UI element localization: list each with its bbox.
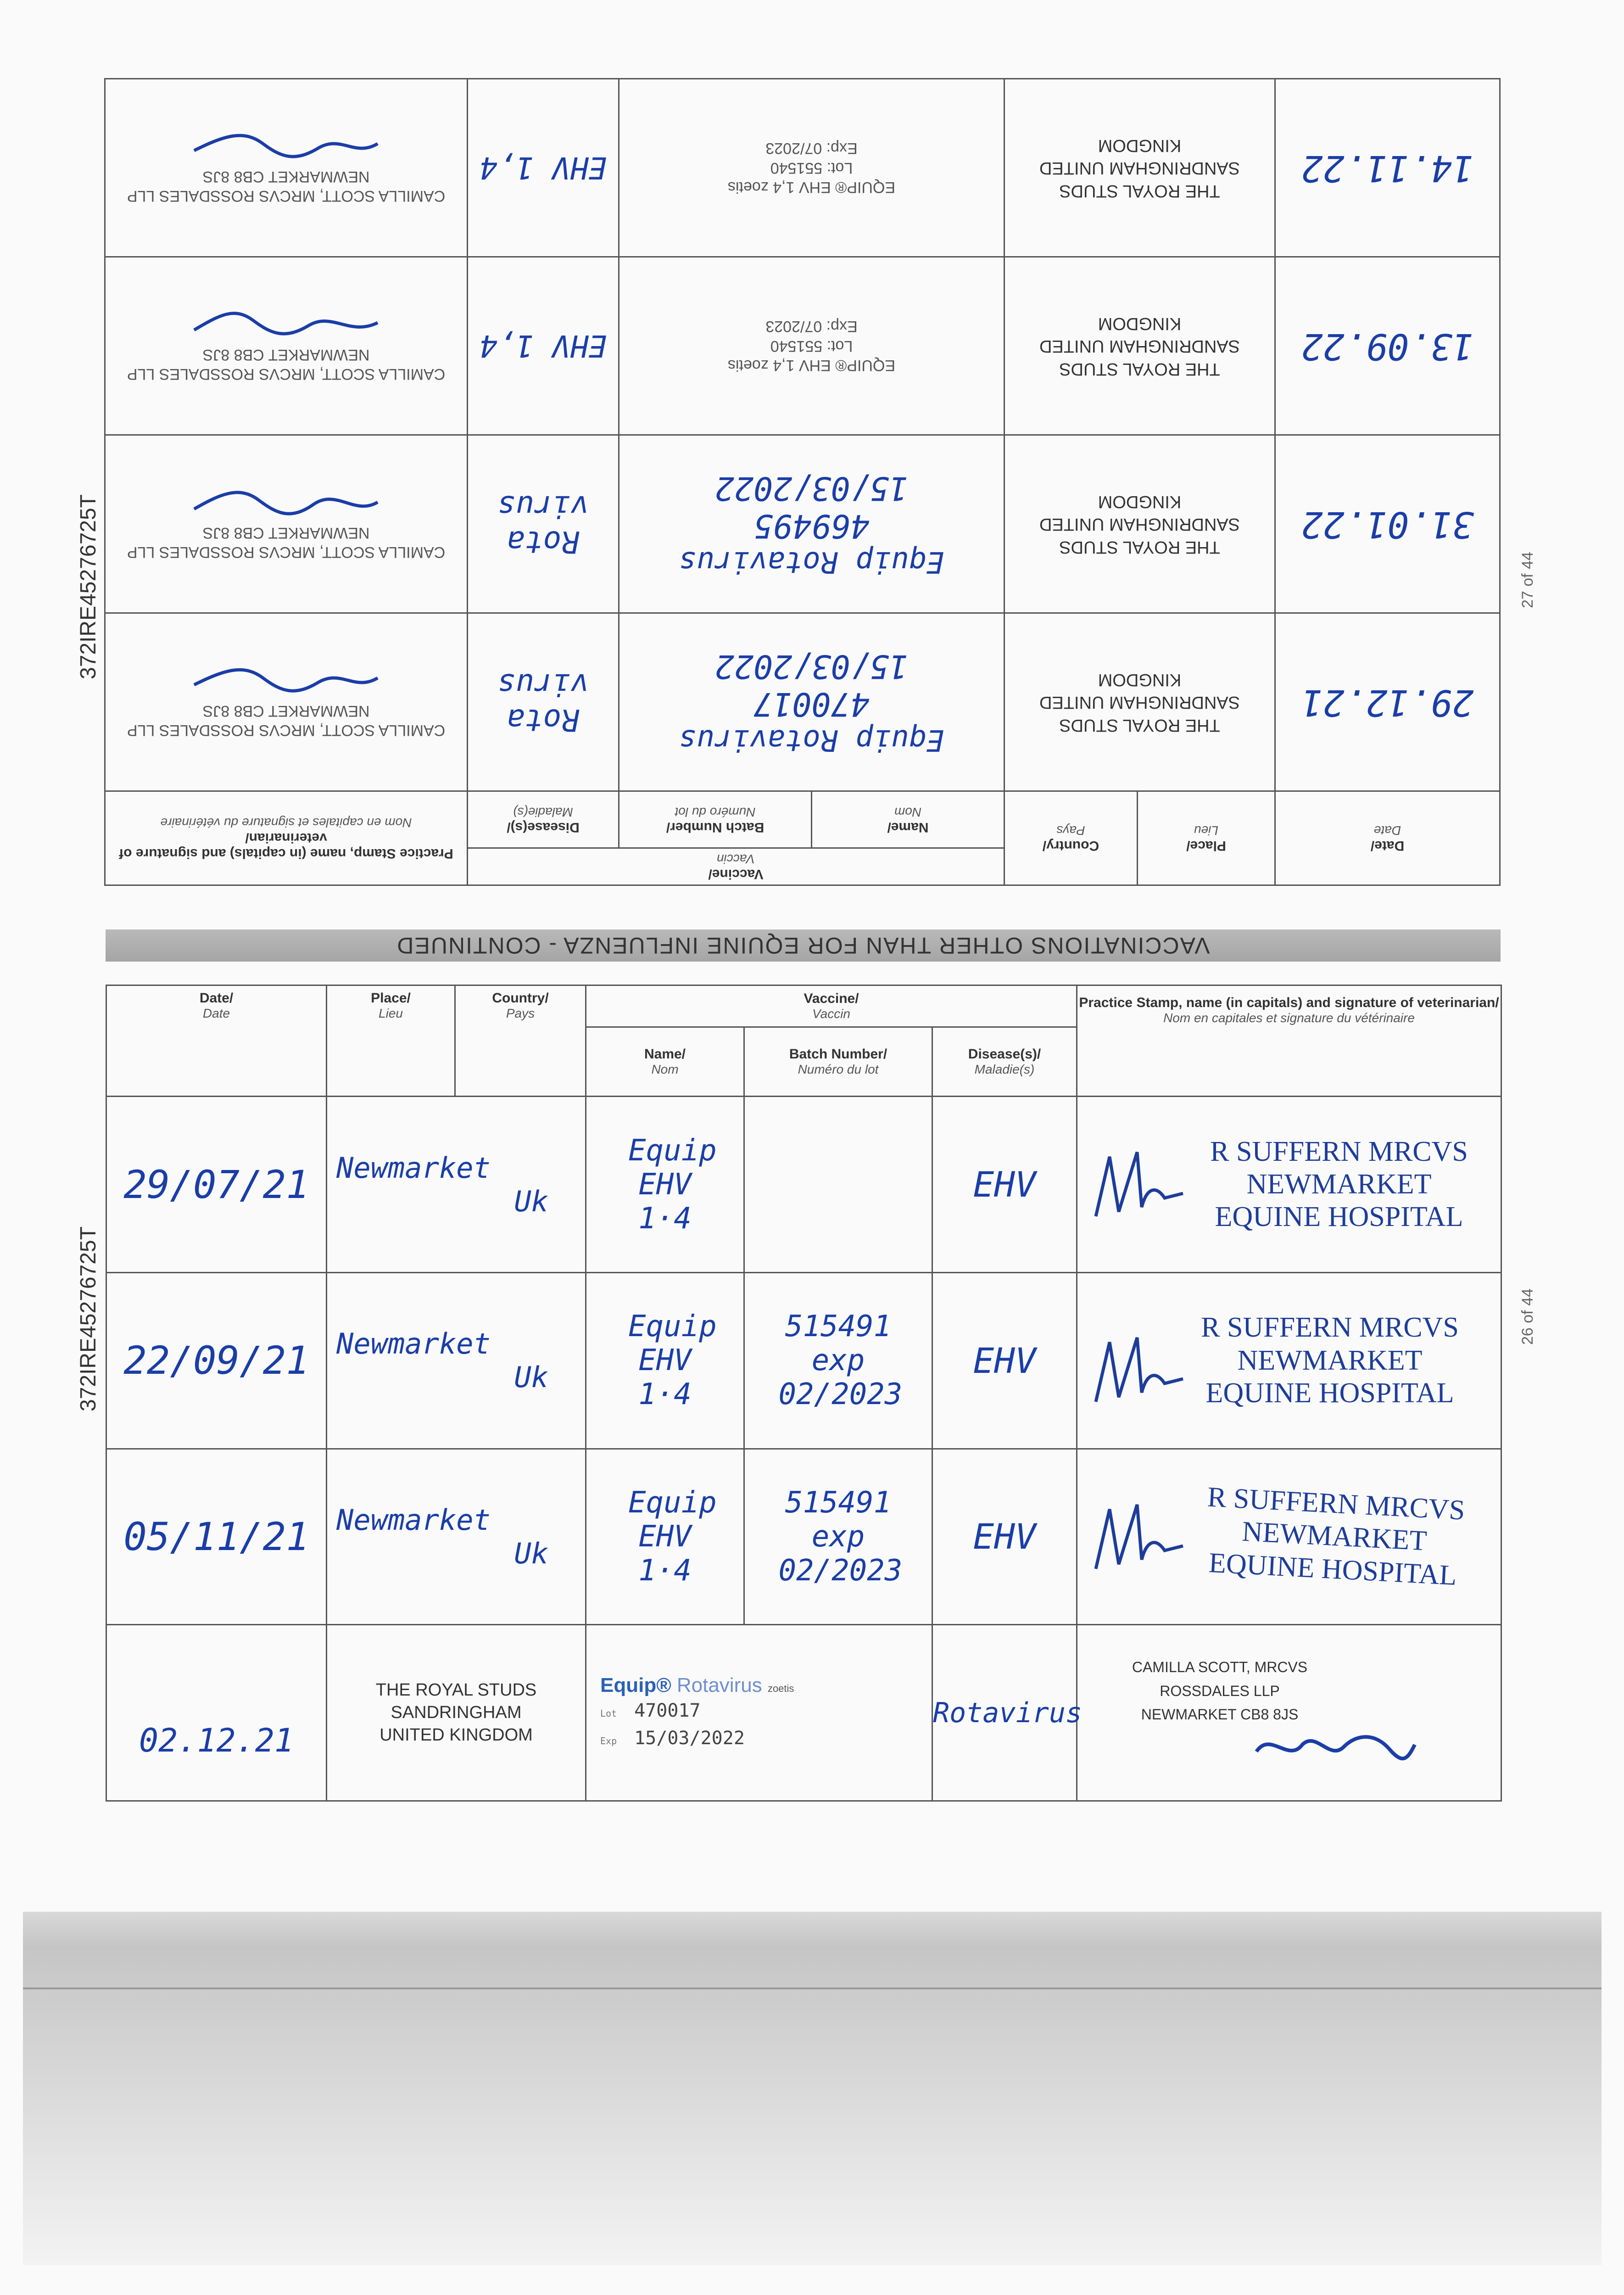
- header-disease: Disease(s)/ Maladie(s): [468, 791, 619, 848]
- row-vaccine-name: Equip EHV 1·4: [628, 1133, 717, 1236]
- row-lot-label: Lot:: [826, 159, 853, 177]
- row-vet-stamp: R SUFFERN MRCVS NEWMARKET EQUINE HOSPITAL: [1201, 1312, 1459, 1409]
- row-disease: EHV: [973, 1340, 1036, 1381]
- header-date: Date/ Date: [106, 985, 327, 1097]
- row-disease: EHV: [973, 1164, 1036, 1205]
- row-exp: 07/2023: [765, 140, 822, 157]
- table-row: [105, 257, 1500, 435]
- header-date: Date/ Date: [1275, 791, 1500, 885]
- scanner-edge: [23, 1912, 1602, 2265]
- header-name: Name/ Nom: [586, 1027, 744, 1096]
- row-date: 29/07/21: [123, 1162, 309, 1207]
- row-place: Newmarket: [336, 1151, 491, 1185]
- header-vaccine: Vaccine/ Vaccin: [468, 848, 1005, 885]
- banner-title: VACCINATIONS OTHER THAN FOR EQUINE INFLUENZA - CONTINUED: [396, 933, 1210, 958]
- row-batch: 470017: [753, 685, 870, 723]
- table-row: [105, 435, 1500, 613]
- signature-icon: [190, 486, 383, 518]
- header-disease: Disease(s)/ Maladie(s): [932, 1027, 1077, 1096]
- document-id-top: 372IRE45276725T: [76, 494, 100, 679]
- row-vet-stamp: CAMILLA SCOTT, MRCVS ROSSDALES LLP NEWMARKET CB8 8JS: [127, 346, 446, 383]
- vaccination-table-bottom: [106, 985, 1502, 1802]
- row-disease: EHV: [973, 1516, 1036, 1557]
- row-lot-label: Lot:: [826, 337, 853, 355]
- row-disease: EHV 1,4: [479, 150, 607, 186]
- table-row: [106, 1625, 1501, 1801]
- signature-icon: [1087, 1491, 1188, 1583]
- row-vaccine-name: Equip EHV 1·4: [628, 1310, 717, 1412]
- row-vaccine-name: EQUIP® EHV 1,4 zoetis: [727, 357, 896, 375]
- row-date: 02.12.21: [139, 1721, 294, 1759]
- row-batch: 515491 exp 02/2023: [778, 1485, 903, 1588]
- row-date: 31.01.22: [1301, 503, 1474, 545]
- row-exp: 15/03/2022: [714, 469, 909, 507]
- table-row: [106, 1272, 1501, 1449]
- row-country: Uk: [514, 1360, 548, 1394]
- row-date: 13.09.22: [1301, 325, 1474, 367]
- header-name: Name/ Nom: [812, 791, 1005, 848]
- table-row: [105, 79, 1500, 257]
- equip-rotavirus-label: [600, 1674, 932, 1697]
- row-vet-stamp: CAMILLA SCOTT, MRCVS ROSSDALES LLP NEWMARKET CB8 8JS: [1132, 1659, 1308, 1723]
- row-vaccine-name: Equip Rotavirus: [679, 544, 944, 579]
- row-vet-stamp: R SUFFERN MRCVS NEWMARKET EQUINE HOSPITAL: [1206, 1481, 1466, 1591]
- row-exp-label: Exp:: [826, 140, 858, 157]
- row-place: THE ROYAL STUDS SANDRINGHAM UNITED KINGDOM: [1039, 670, 1240, 735]
- row-disease: Rota virus: [497, 488, 589, 560]
- row-disease: Rota virus: [497, 666, 589, 738]
- row-disease: Rotavirus: [933, 1696, 1083, 1729]
- brand-name: Equip®: [600, 1674, 671, 1696]
- row-batch: 469495: [753, 507, 870, 545]
- table-row: [106, 1449, 1501, 1625]
- row-vet-stamp: CAMILLA SCOTT, MRCVS ROSSDALES LLP NEWMARKET CB8 8JS: [127, 524, 446, 561]
- row-exp: 15/03/2022: [714, 647, 909, 685]
- vaccination-table-top: [104, 78, 1501, 886]
- signature-icon: [1087, 1138, 1188, 1230]
- product-name: Rotavirus: [676, 1674, 762, 1696]
- page-number-bottom: 26 of 44: [1519, 1288, 1536, 1345]
- row-place: THE ROYAL STUDS SANDRINGHAM UNITED KINGDOM: [1039, 492, 1240, 557]
- row-vaccine-name: Equip Rotavirus: [679, 722, 944, 757]
- row-batch: 551540: [770, 337, 823, 355]
- header-batch: Batch Number/ Numéro du lot: [744, 1027, 932, 1096]
- header-stamp: Practice Stamp, name (in capitals) and signature of veterinarian/ Nom en capitales et signature du vétérinaire: [105, 791, 468, 885]
- row-batch: 515491 exp 02/2023: [778, 1310, 903, 1412]
- header-vaccine: Vaccine/ Vaccin: [586, 985, 1077, 1027]
- header-stamp: Practice Stamp, name (in capitals) and signature of veterinarian/ Nom en capitales et signature du vétérinaire: [1077, 985, 1501, 1097]
- signature-icon: [1252, 1726, 1417, 1768]
- document-id-bottom: 372IRE45276725T: [76, 1226, 100, 1411]
- row-place: THE ROYAL STUDS SANDRINGHAM UNITED KINGDOM: [1039, 135, 1240, 201]
- table-row: [105, 613, 1500, 791]
- row-vaccine-name: Equip EHV 1·4: [628, 1485, 717, 1588]
- page-number-top: 27 of 44: [1519, 552, 1536, 608]
- row-date: 22/09/21: [123, 1338, 309, 1383]
- signature-icon: [1087, 1324, 1188, 1416]
- top-page-table: [106, 78, 1501, 886]
- exp-label: Exp: [600, 1735, 617, 1746]
- row-date: 14.11.22: [1301, 147, 1474, 189]
- section-banner: [106, 929, 1501, 962]
- signature-icon: [190, 130, 383, 162]
- row-exp-label: Exp:: [826, 318, 858, 336]
- header-country: Country/ Pays: [455, 985, 586, 1097]
- header-country: Country/ Pays: [1005, 791, 1138, 885]
- signature-icon: [190, 308, 383, 340]
- maker-name: zoetis: [767, 1682, 794, 1694]
- row-place: THE ROYAL STUDS SANDRINGHAM UNITED KINGDOM: [1039, 313, 1240, 379]
- row-date: 29.12.21: [1301, 681, 1474, 723]
- header-batch: Batch Number/ Numéro du lot: [619, 791, 812, 848]
- row-vet-stamp: CAMILLA SCOTT, MRCVS ROSSDALES LLP NEWMARKET CB8 8JS: [127, 702, 446, 739]
- row-place: Newmarket: [336, 1327, 491, 1361]
- lot-label: Lot: [600, 1707, 617, 1719]
- row-place: Newmarket: [336, 1503, 491, 1537]
- signature-icon: [190, 664, 383, 696]
- row-vet-stamp: CAMILLA SCOTT, MRCVS ROSSDALES LLP NEWMARKET CB8 8JS: [127, 168, 446, 205]
- row-country: Uk: [514, 1536, 548, 1570]
- row-place: THE ROYAL STUDS SANDRINGHAM UNITED KINGDOM: [375, 1680, 537, 1745]
- header-place: Place/ Lieu: [327, 985, 455, 1097]
- table-row: [106, 1097, 1501, 1273]
- row-batch: 470017: [634, 1700, 701, 1721]
- row-date: 05/11/21: [123, 1514, 309, 1559]
- row-exp: 15/03/2022: [634, 1727, 745, 1749]
- row-country: Uk: [514, 1184, 548, 1218]
- row-disease: EHV 1,4: [479, 328, 607, 364]
- header-place: Place/ Lieu: [1138, 791, 1275, 885]
- row-vet-stamp: R SUFFERN MRCVS NEWMARKET EQUINE HOSPITAL: [1210, 1136, 1468, 1233]
- row-batch: 551540: [770, 159, 823, 177]
- row-vaccine-name: EQUIP® EHV 1,4 zoetis: [727, 179, 896, 196]
- row-exp: 07/2023: [765, 318, 822, 336]
- bottom-page-table: [106, 985, 1501, 1802]
